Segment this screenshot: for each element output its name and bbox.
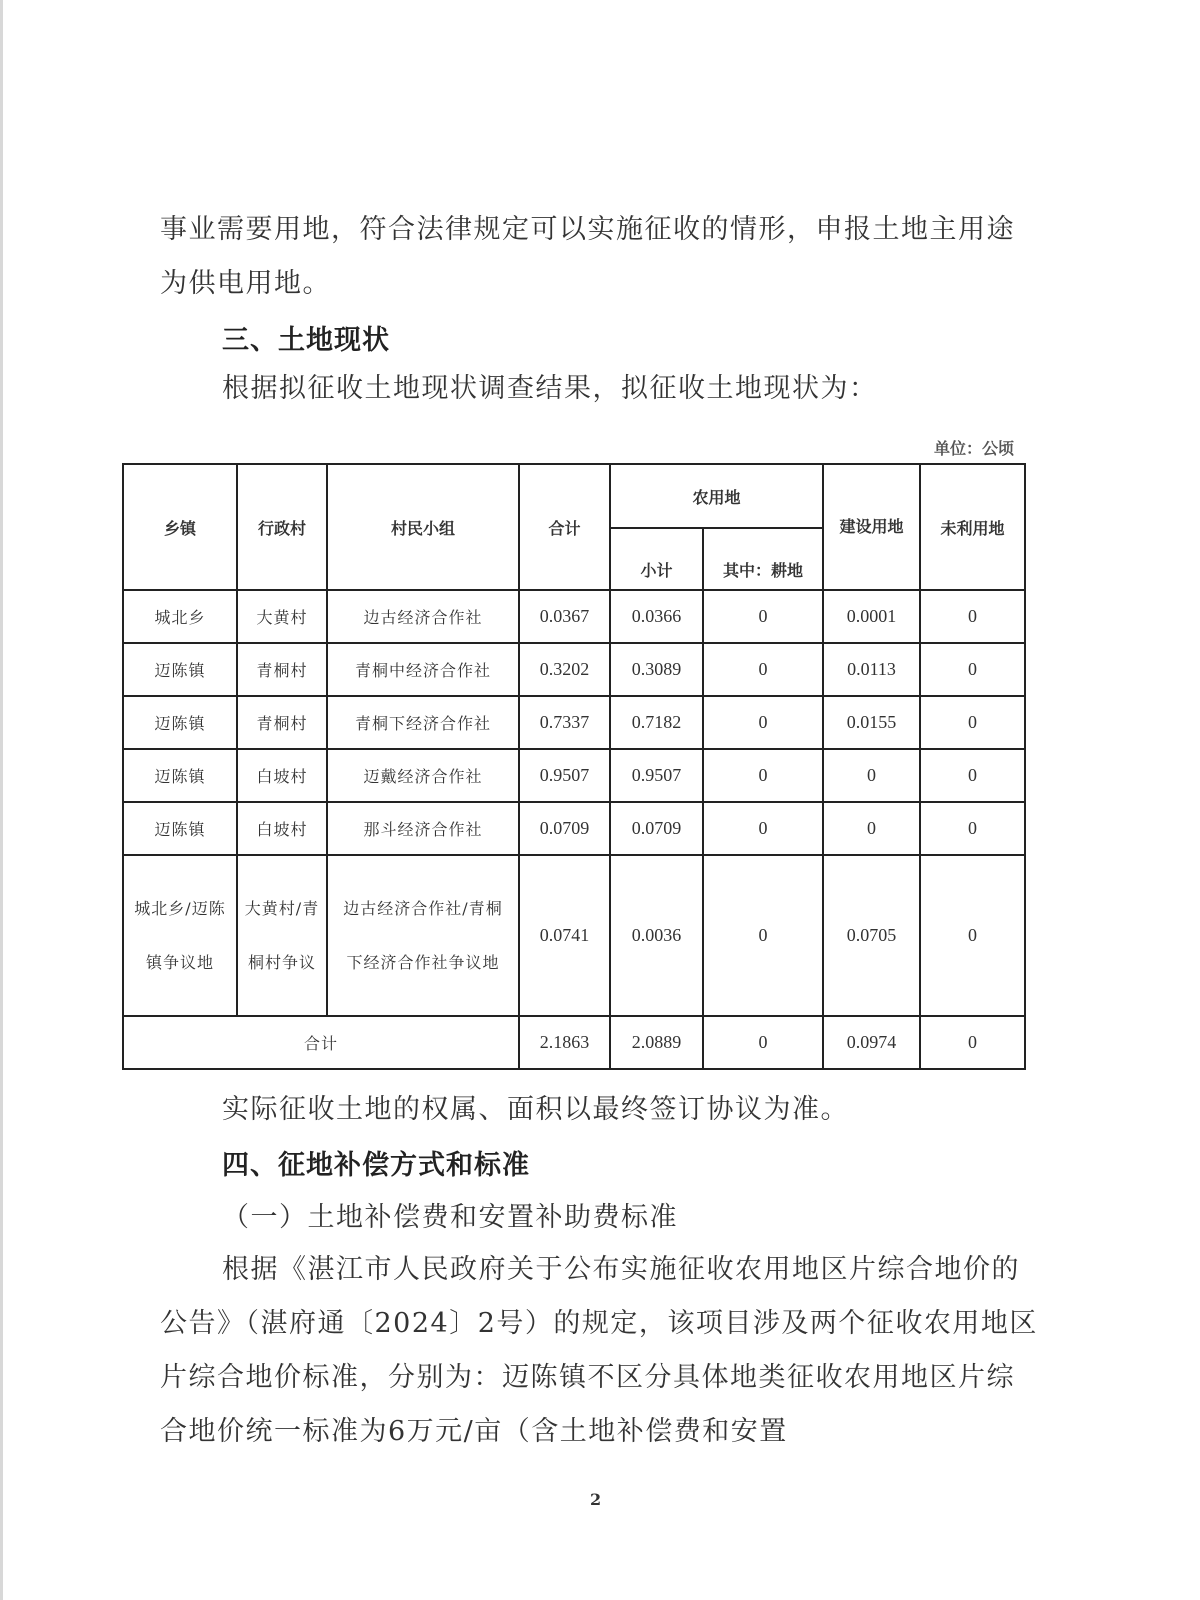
cell-unused: 0 [920,696,1025,749]
header-village: 行政村 [237,464,327,590]
cell-township: 城北乡/迈陈镇争议地 [123,855,237,1016]
cell-unused: 0 [920,749,1025,802]
cell-township: 迈陈镇 [123,696,237,749]
table-row [123,696,1025,749]
cell-agri-arable: 0 [703,802,823,855]
total-construction: 0.0974 [823,1016,920,1069]
cell-total: 0.0709 [519,802,610,855]
cell-total: 0.9507 [519,749,610,802]
cell-group: 边古经济合作社/青桐下经济合作社争议地 [327,855,519,1016]
cell-total: 0.0367 [519,590,610,643]
cell-agri-arable: 0 [703,643,823,696]
cell-agri-subtotal: 0.0036 [610,855,703,1016]
cell-total: 0.7337 [519,696,610,749]
cell-unused: 0 [920,802,1025,855]
section-3-intro: 根据拟征收土地现状调查结果，拟征收土地现状为： [222,373,878,404]
cell-agri-arable: 0 [703,696,823,749]
cell-township: 迈陈镇 [123,643,237,696]
cell-group: 青桐下经济合作社 [327,696,519,749]
section-4-paragraph: 根据《湛江市人民政府关于公布实施征收农用地区片综合地价的公告》（湛府通〔2024〕2号）的规定，该项目涉及两个征收农用地区片综合地价标准，分别为：迈陈镇不区分具体地类征收农用地区片综合地价统一标准为6万元/亩（含土地补偿费和安置 [160,1254,1038,1447]
table-total-row [123,1016,1025,1069]
cell-village: 大黄村 [237,590,327,643]
cell-village: 大黄村/青桐村争议 [237,855,327,1016]
after-table-note: 实际征收土地的权属、面积以最终签订协议为准。 [222,1094,849,1125]
header-agri-subtotal: 小计 [610,528,703,590]
cell-township: 城北乡 [123,590,237,643]
cell-agri-subtotal: 0.0709 [610,802,703,855]
cell-group: 那斗经济合作社 [327,802,519,855]
cell-total: 0.0741 [519,855,610,1016]
table-row [123,749,1025,802]
cell-unused: 0 [920,643,1025,696]
total-agri-arable: 0 [703,1016,823,1069]
cell-construction: 0 [823,749,920,802]
page-left-edge [0,0,3,1600]
header-group: 村民小组 [327,464,519,590]
table-row [123,802,1025,855]
cell-group: 边古经济合作社 [327,590,519,643]
cell-agri-arable: 0 [703,749,823,802]
cell-village: 青桐村 [237,696,327,749]
cell-village: 白坡村 [237,749,327,802]
cell-agri-subtotal: 0.0366 [610,590,703,643]
total-agri-subtotal: 2.0889 [610,1016,703,1069]
total-label: 合计 [123,1016,519,1069]
table-row [123,643,1025,696]
header-construction-land: 建设用地 [823,464,920,590]
cell-unused: 0 [920,590,1025,643]
section-3-heading: 三、土地现状 [222,325,390,356]
table-header-row [123,464,1025,528]
land-status-table [122,463,1026,1070]
section-4-subheading-1: （一）土地补偿费和安置补助费标准 [222,1202,678,1233]
cell-agri-arable: 0 [703,855,823,1016]
header-agri-arable: 其中：耕地 [703,528,823,590]
total-unused: 0 [920,1016,1025,1069]
cell-agri-subtotal: 0.7182 [610,696,703,749]
header-township: 乡镇 [123,464,237,590]
cell-agri-subtotal: 0.3089 [610,643,703,696]
cell-unused: 0 [920,855,1025,1016]
cell-group: 青桐中经济合作社 [327,643,519,696]
cell-agri-arable: 0 [703,590,823,643]
cell-construction: 0.0113 [823,643,920,696]
table-row-disputed [123,855,1025,1016]
cell-construction: 0.0705 [823,855,920,1016]
cell-construction: 0.0001 [823,590,920,643]
cell-construction: 0 [823,802,920,855]
table-row [123,590,1025,643]
unit-label: 单位：公顷 [934,439,1015,458]
header-unused-land: 未利用地 [920,464,1025,590]
cell-township: 迈陈镇 [123,749,237,802]
header-agricultural-land: 农用地 [610,464,823,528]
section-4-heading: 四、征地补偿方式和标准 [222,1150,530,1181]
total-total: 2.1863 [519,1016,610,1069]
cell-village: 青桐村 [237,643,327,696]
cell-total: 0.3202 [519,643,610,696]
cell-agri-subtotal: 0.9507 [610,749,703,802]
cell-construction: 0.0155 [823,696,920,749]
page-number: 2 [590,1490,602,1509]
header-total: 合计 [519,464,610,590]
paragraph-land-use: 事业需要用地，符合法律规定可以实施征收的情形，申报土地主用途为供电用地。 [160,214,1015,299]
cell-township: 迈陈镇 [123,802,237,855]
cell-group: 迈戴经济合作社 [327,749,519,802]
cell-village: 白坡村 [237,802,327,855]
